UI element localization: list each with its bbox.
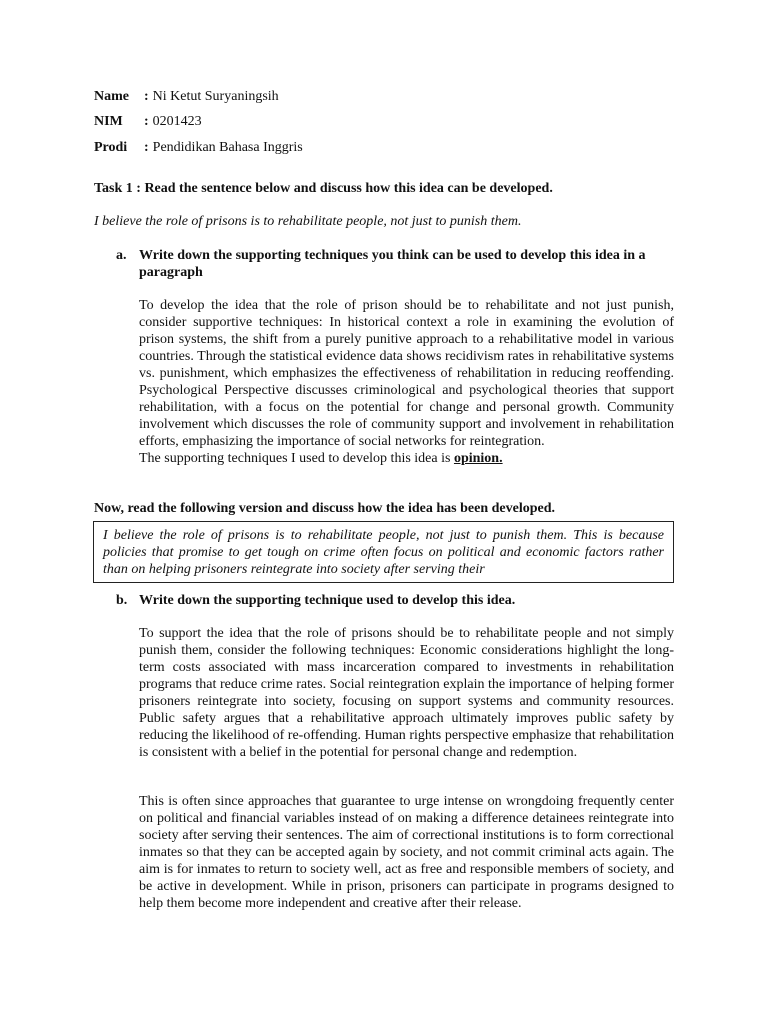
- nim-row: [94, 113, 202, 130]
- nim-separator: :: [144, 114, 149, 129]
- nim-label: NIM: [94, 114, 123, 129]
- conclusion-prefix: The supporting techniques I used to develop this idea is: [139, 451, 451, 466]
- section-b-heading: [116, 592, 676, 609]
- section-a-paragraph: To develop the idea that the role of prison should be to rehabilitate and not just punish, consider supportive techniques: In historical context a role in examining the evolution of prison systems, the shift from a purely punitive approach to a rehabilitative model in various countries. Through the statistical evidence data shows recidivism rates in rehabilitative systems vs. punishment, which emphasizes the effectiveness of rehabilitation in reducing reoffending. Psychological Perspective discusses criminological and psychological theories that support rehabilitation, with a focus on the potential for change and personal growth. Community involvement which discusses the role of community support and involvement in rehabilitation efforts, emphasizing the importance of social networks for reintegration.: [139, 298, 674, 449]
- prodi-value: Pendidikan Bahasa Inggris: [152, 140, 303, 155]
- name-separator: :: [144, 89, 149, 104]
- section-b-paragraph-1: To support the idea that the role of prisons should be to rehabilitate people and not simply punish them, consider the following techniques: Economic considerations highlight the long-term costs associated with mass incarceration compared to investments in rehabilitation programs that reduce crime rates. Social reintegration explain the importance of helping former prisoners reintegrate into society, focusing on support systems and community resources. Public safety argues that a rehabilitative approach ultimately improves public safety by reducing the likelihood of re-offending. Human rights perspective emphasize that rehabilitation is consistent with a belief in the potential for personal change and redemption.: [139, 626, 674, 760]
- conclusion-emphasis: opinion.: [453, 451, 503, 466]
- section-a-body: [139, 297, 674, 467]
- section-b-body-1: [139, 625, 674, 761]
- name-value: Ni Ketut Suryaningsih: [152, 89, 279, 104]
- quote-box: [93, 521, 674, 583]
- section-b-heading-text: Write down the supporting technique used to develop this idea.: [139, 593, 516, 608]
- section-b-body-2: [139, 793, 674, 912]
- section-a-heading-text: Write down the supporting techniques you think can be used to develop this idea in a paragraph: [139, 248, 646, 280]
- name-row: [94, 88, 279, 105]
- nim-value: 0201423: [152, 114, 202, 129]
- prodi-row: [94, 139, 303, 156]
- name-label: Name: [94, 89, 129, 104]
- section-a-marker: a.: [116, 248, 127, 263]
- section-a-heading: [116, 247, 676, 281]
- task-sentence: I believe the role of prisons is to rehabilitate people, not just to punish them.: [94, 214, 522, 229]
- quote-text: I believe the role of prisons is to rehabilitate people, not just to punish them. This is because policies that promise to get tough on crime often focus on political and economic factors rather than on helping prisoners reintegrate into society after serving their: [103, 528, 664, 577]
- section-a-conclusion: [139, 450, 674, 467]
- now-read-instruction: Now, read the following version and discuss how the idea has been developed.: [94, 501, 556, 516]
- section-b-paragraph-2: This is often since approaches that guarantee to urge intense on wrongdoing frequently center on political and financial variables instead of on making a difference detainees reintegrate into society after serving their sentences. The aim of correctional institutions is to form correctional inmates so that they can be accepted again by society, and not commit criminal acts again. The aim is for inmates to return to society well, act as free and responsible members of society, and be active in development. While in prison, prisoners can participate in programs designed to help them become more independent and creative after their release.: [139, 794, 674, 911]
- task-title: Task 1 : Read the sentence below and discuss how this idea can be developed.: [94, 181, 553, 196]
- prodi-separator: :: [144, 140, 149, 155]
- section-b-marker: b.: [116, 593, 128, 608]
- prodi-label: Prodi: [94, 140, 128, 155]
